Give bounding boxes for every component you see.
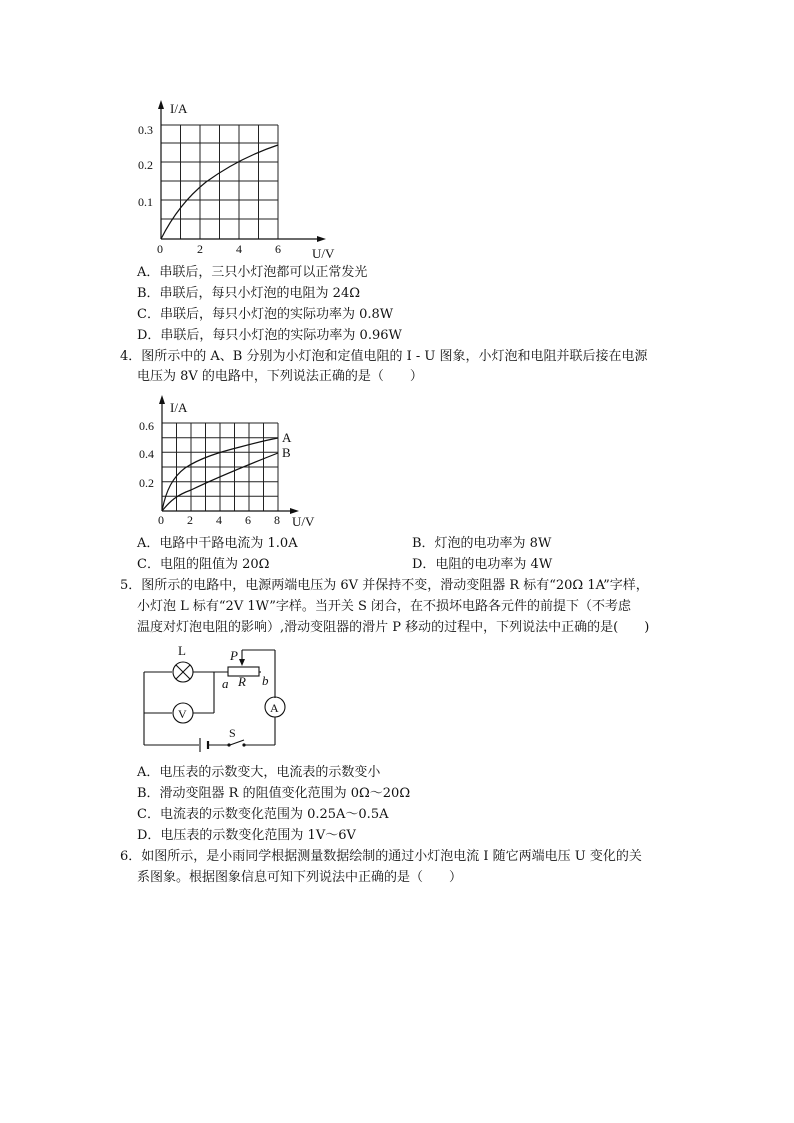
graph-2-x-tick: 0 (158, 513, 164, 527)
terminal-a-label: a (222, 676, 229, 691)
q6-stem-line-1: 6．如图所示，是小雨同学根据测量数据绘制的通过小灯泡电流 I 随它两端电压 U 变化的关 (120, 849, 642, 864)
q5-stem-line-3: 温度对灯泡电阻的影响）,滑动变阻器的滑片 P 移动的过程中，下列说法中正确的是( ) (137, 620, 650, 635)
graph-2 (125, 390, 335, 532)
terminal-b-label: b (262, 673, 269, 688)
graph-1-x-tick: 2 (197, 242, 203, 256)
switch-label: S (229, 726, 236, 740)
slider-label: P (230, 648, 238, 663)
circuit-diagram (138, 640, 298, 755)
graph-1-y-title: I/A (170, 101, 188, 116)
q4-option-a: A．电路中干路电流为 1.0A (137, 536, 298, 551)
ammeter-label: A (270, 701, 279, 715)
graph-1-x-tick: 4 (236, 242, 242, 256)
graph-2-y-title: I/A (170, 400, 188, 415)
graph-2-x-tick: 6 (245, 513, 251, 527)
q3-option-d: D．串联后，每只小灯泡的实际功率为 0.96W (137, 328, 402, 343)
q4-option-d: D．电阻的电功率为 4W (412, 557, 553, 572)
rheostat-label: R (238, 674, 246, 689)
graph-1-x-title: U/V (312, 246, 335, 260)
graph-2-x-tick: 4 (216, 513, 222, 527)
graph-2-y-tick: 0.2 (139, 476, 154, 490)
q4-stem-line-1: 4．图所示中的 A、B 分别为小灯泡和定值电阻的 I - U 图象，小灯泡和电阻并联后接在电源 (120, 349, 648, 364)
graph-2-x-title: U/V (292, 514, 315, 529)
q5-stem-line-1: 5．图所示的电路中，电源两端电压为 6V 并保持不变，滑动变阻器 R 标有“20Ω 1A”字样， (120, 578, 649, 593)
graph-2-x-tick: 8 (274, 513, 280, 527)
graph-2-curve-a-label: A (282, 430, 292, 445)
graph-1-x-tick: 0 (157, 242, 163, 256)
q5-option-b: B．滑动变阻器 R 的阻值变化范围为 0Ω～20Ω (137, 786, 411, 801)
graph-2-x-tick: 2 (187, 513, 193, 527)
q5-option-c: C．电流表的示数变化范围为 0.25A～0.5A (137, 807, 389, 822)
q5-option-d: D．电压表的示数变化范围为 1V～6V (137, 828, 356, 843)
graph-1 (120, 95, 350, 260)
voltmeter-label: V (178, 707, 187, 721)
q5-stem-line-2: 小灯泡 L 标有“2V 1W”字样。当开关 S 闭合，在不损坏电路各元件的前提下（不考虑 (137, 599, 632, 614)
q3-option-c: C．串联后，每只小灯泡的实际功率为 0.8W (137, 307, 394, 322)
graph-1-x-tick: 6 (275, 242, 281, 256)
lamp-label: L (178, 643, 186, 658)
graph-2-curve-b-label: B (282, 445, 291, 460)
graph-2-y-tick: 0.4 (139, 447, 154, 461)
q3-option-b: B．串联后，每只小灯泡的电阻为 24Ω (137, 286, 361, 301)
switch-symbol (227, 743, 230, 746)
graph-1-y-tick: 0.2 (138, 158, 153, 172)
q5-option-a: A．电压表的示数变大，电流表的示数变小 (137, 765, 381, 780)
q4-option-c: C．电阻的阻值为 20Ω (137, 557, 270, 572)
q3-option-a: A．串联后，三只小灯泡都可以正常发光 (137, 265, 368, 280)
graph-1-y-tick: 0.3 (138, 123, 153, 137)
q4-option-b: B．灯泡的电功率为 8W (412, 536, 552, 551)
q6-stem-line-2: 系图象。根据图象信息可知下列说法中正确的是（ ） (137, 870, 463, 885)
q4-stem-line-2: 电压为 8V 的电路中，下列说法正确的是（ ） (137, 369, 423, 384)
graph-2-y-tick: 0.6 (139, 419, 154, 433)
graph-1-y-tick: 0.1 (138, 195, 153, 209)
